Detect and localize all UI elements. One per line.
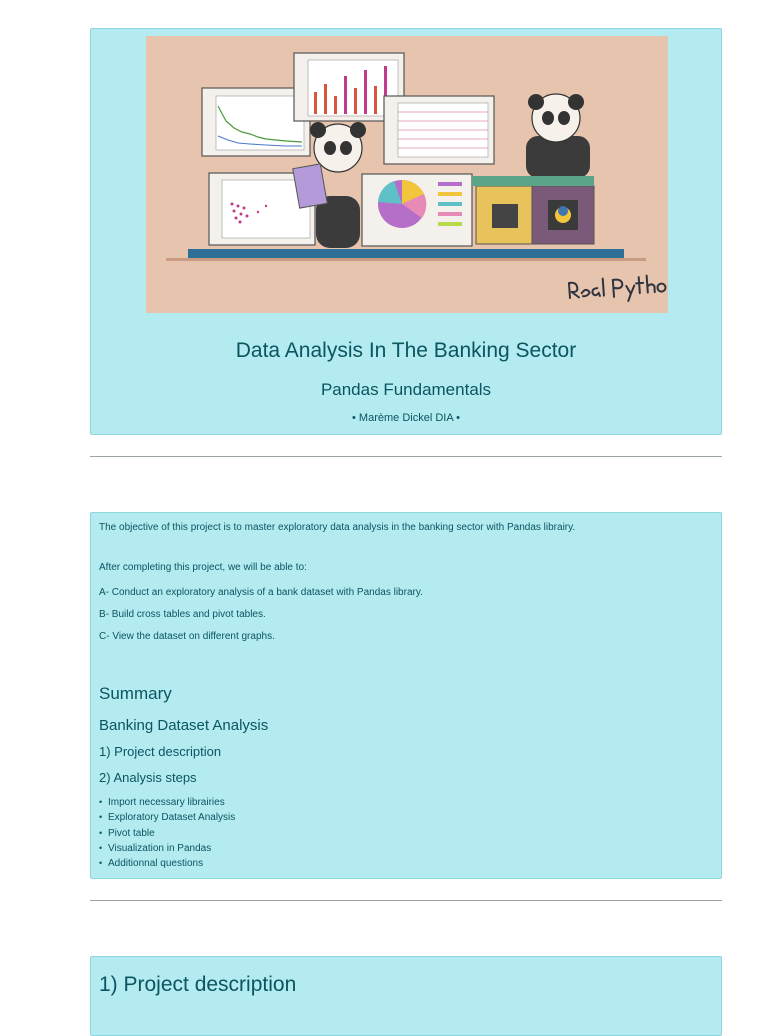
summary-section-link[interactable]: 2) Analysis steps <box>99 770 197 785</box>
floor-platform <box>188 249 624 259</box>
project-heading: 1) Project description <box>99 973 297 996</box>
analysis-steps-list <box>99 795 235 871</box>
goal-item: A- Conduct an exploratory analysis of a bank dataset with Pandas library. <box>99 587 423 598</box>
page-title: Data Analysis In The Banking Sector <box>235 339 577 362</box>
banner-illustration <box>146 36 668 313</box>
page-subtitle: Pandas Fundamentals <box>320 380 492 399</box>
project-card <box>90 956 722 1036</box>
list-item[interactable]: • Import necessary librairies <box>99 795 235 810</box>
after-text: After completing this project, we will be able to: <box>99 562 307 573</box>
real-python-logo <box>569 274 668 305</box>
divider <box>90 900 722 901</box>
table-panel <box>384 96 494 164</box>
computer-boxes <box>472 176 594 244</box>
pie-chart-panel <box>362 174 472 246</box>
panda-figure-right <box>526 94 590 178</box>
intro-card <box>90 512 722 879</box>
list-item[interactable]: • Pivot table <box>99 826 235 841</box>
summary-heading: Summary <box>99 684 172 703</box>
title-card <box>90 28 722 435</box>
list-item[interactable]: • Additionnal questions <box>99 856 235 871</box>
summary-section-link[interactable]: 1) Project description <box>99 744 222 759</box>
objective-text: The objective of this project is to master exploratory data analysis in the banking sector with Pandas librairy. <box>99 522 576 533</box>
pandas-data-illustration <box>146 36 668 313</box>
list-item[interactable]: • Exploratory Dataset Analysis <box>99 810 235 825</box>
author-name: • Marème Dickel DIA • <box>352 412 460 424</box>
summary-subheading: Banking Dataset Analysis <box>99 717 269 734</box>
goal-item: C- View the dataset on different graphs. <box>99 631 275 642</box>
list-item[interactable]: • Visualization in Pandas <box>99 841 235 856</box>
goal-item: B- Build cross tables and pivot tables. <box>99 609 266 620</box>
divider <box>90 456 722 457</box>
